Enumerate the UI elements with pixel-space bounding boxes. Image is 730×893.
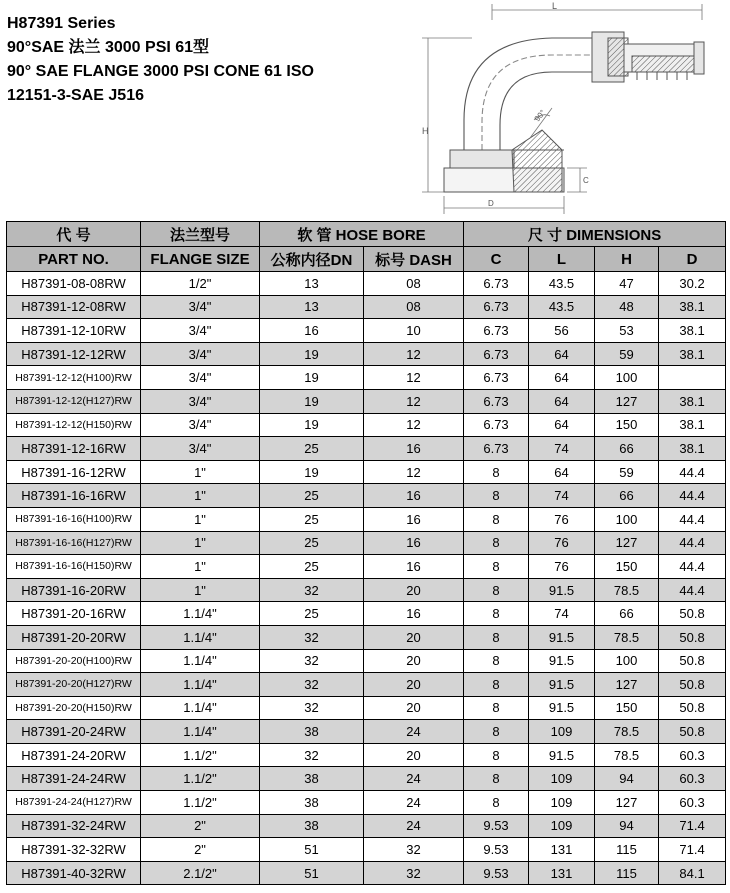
en-title-line-1: 90° SAE FLANGE 3000 PSI CONE 61 ISO	[7, 63, 314, 80]
table-row	[7, 649, 726, 673]
cell-c: 6.73	[464, 342, 529, 366]
cell-d: 44.4	[659, 460, 726, 484]
cell-flange: 3/4"	[141, 413, 260, 437]
cell-dash: 20	[364, 673, 464, 697]
cell-flange: 1"	[141, 460, 260, 484]
cell-h: 100	[595, 649, 659, 673]
cell-pn: H87391-12-12(H127)RW	[7, 389, 141, 413]
cell-d: 44.4	[659, 531, 726, 555]
table-row	[7, 578, 726, 602]
cell-d: 44.4	[659, 578, 726, 602]
elbow-body	[464, 38, 592, 150]
cell-c: 8	[464, 484, 529, 508]
cell-c: 8	[464, 720, 529, 744]
cell-l: 131	[529, 861, 595, 885]
cell-dn: 19	[260, 389, 364, 413]
table-row	[7, 814, 726, 838]
flange	[444, 130, 564, 192]
cell-dn: 16	[260, 319, 364, 343]
cell-dn: 19	[260, 342, 364, 366]
cell-dash: 16	[364, 437, 464, 461]
cell-c: 8	[464, 791, 529, 815]
header-part-cn: 代 号	[7, 222, 141, 247]
cell-c: 6.73	[464, 295, 529, 319]
cell-d: 44.4	[659, 484, 726, 508]
cell-dn: 38	[260, 767, 364, 791]
cell-dash: 16	[364, 555, 464, 579]
cell-h: 78.5	[595, 625, 659, 649]
cell-dn: 25	[260, 484, 364, 508]
cell-c: 9.53	[464, 838, 529, 862]
cell-flange: 1.1/2"	[141, 767, 260, 791]
cell-pn: H87391-40-32RW	[7, 861, 141, 885]
cell-c: 6.73	[464, 319, 529, 343]
cell-pn: H87391-20-16RW	[7, 602, 141, 626]
header-row-2	[7, 247, 726, 272]
cell-h: 127	[595, 673, 659, 697]
cell-dash: 16	[364, 602, 464, 626]
cell-dn: 38	[260, 791, 364, 815]
table-row	[7, 625, 726, 649]
cell-c: 9.53	[464, 861, 529, 885]
cell-d: 38.1	[659, 319, 726, 343]
cell-flange: 3/4"	[141, 366, 260, 390]
header-flange-cn: 法兰型号	[141, 222, 260, 247]
table-row	[7, 767, 726, 791]
cell-dash: 12	[364, 460, 464, 484]
cell-pn: H87391-32-32RW	[7, 838, 141, 862]
cell-c: 8	[464, 602, 529, 626]
cell-pn: H87391-16-20RW	[7, 578, 141, 602]
table-row	[7, 861, 726, 885]
cell-pn: H87391-16-16RW	[7, 484, 141, 508]
cell-c: 6.73	[464, 389, 529, 413]
cell-d: 44.4	[659, 555, 726, 579]
series-title: H87391 Series	[7, 15, 116, 32]
cell-c: 8	[464, 673, 529, 697]
table-row	[7, 319, 726, 343]
cell-h: 127	[595, 389, 659, 413]
table-row	[7, 460, 726, 484]
cell-pn: H87391-20-20(H100)RW	[7, 649, 141, 673]
cell-flange: 1"	[141, 507, 260, 531]
cell-dn: 38	[260, 720, 364, 744]
cell-flange: 3/4"	[141, 389, 260, 413]
cell-l: 91.5	[529, 578, 595, 602]
table-row	[7, 555, 726, 579]
cell-dash: 20	[364, 696, 464, 720]
cell-h: 59	[595, 460, 659, 484]
cell-d: 60.3	[659, 767, 726, 791]
cell-flange: 3/4"	[141, 437, 260, 461]
cell-flange: 1.1/4"	[141, 649, 260, 673]
cell-flange: 1"	[141, 578, 260, 602]
cell-c: 8	[464, 531, 529, 555]
header-hose-bore: 软 管 HOSE BORE	[260, 222, 464, 247]
header-d: D	[659, 247, 726, 272]
cell-dash: 20	[364, 625, 464, 649]
cell-l: 64	[529, 342, 595, 366]
cell-dn: 25	[260, 555, 364, 579]
cell-dn: 19	[260, 366, 364, 390]
cell-flange: 2"	[141, 814, 260, 838]
cell-c: 9.53	[464, 814, 529, 838]
cell-dn: 25	[260, 602, 364, 626]
cell-c: 6.73	[464, 366, 529, 390]
cell-pn: H87391-12-12RW	[7, 342, 141, 366]
cell-dn: 19	[260, 413, 364, 437]
cell-l: 91.5	[529, 696, 595, 720]
cell-l: 91.5	[529, 673, 595, 697]
cell-l: 64	[529, 389, 595, 413]
title-block	[7, 12, 314, 108]
cell-dn: 32	[260, 578, 364, 602]
label-angle: 90°	[532, 108, 548, 124]
cell-flange: 1.1/4"	[141, 602, 260, 626]
cell-flange: 1.1/4"	[141, 720, 260, 744]
cell-d: 38.1	[659, 295, 726, 319]
cell-pn: H87391-20-24RW	[7, 720, 141, 744]
cell-flange: 2.1/2"	[141, 861, 260, 885]
table-row	[7, 389, 726, 413]
cell-dash: 24	[364, 791, 464, 815]
cell-flange: 1.1/4"	[141, 696, 260, 720]
cell-h: 100	[595, 366, 659, 390]
cell-c: 8	[464, 578, 529, 602]
cell-l: 109	[529, 814, 595, 838]
cell-d: 60.3	[659, 791, 726, 815]
cell-h: 127	[595, 531, 659, 555]
cell-c: 6.73	[464, 272, 529, 296]
cell-h: 78.5	[595, 743, 659, 767]
cell-dash: 16	[364, 531, 464, 555]
cell-c: 8	[464, 625, 529, 649]
dimension-l	[492, 4, 702, 20]
cell-d: 50.8	[659, 649, 726, 673]
cell-h: 78.5	[595, 578, 659, 602]
cell-l: 91.5	[529, 743, 595, 767]
cell-pn: H87391-16-16(H127)RW	[7, 531, 141, 555]
cell-dn: 51	[260, 861, 364, 885]
cell-d: 71.4	[659, 838, 726, 862]
header-row-1	[7, 222, 726, 247]
cell-dash: 12	[364, 413, 464, 437]
cell-l: 109	[529, 767, 595, 791]
table-row	[7, 720, 726, 744]
header-c: C	[464, 247, 529, 272]
cell-c: 8	[464, 743, 529, 767]
cell-dash: 12	[364, 342, 464, 366]
cell-l: 76	[529, 531, 595, 555]
table-row	[7, 696, 726, 720]
cell-d: 44.4	[659, 507, 726, 531]
table-row	[7, 437, 726, 461]
cell-h: 66	[595, 484, 659, 508]
cell-dn: 13	[260, 295, 364, 319]
cell-l: 109	[529, 791, 595, 815]
cell-pn: H87391-16-16(H100)RW	[7, 507, 141, 531]
table-row	[7, 272, 726, 296]
cell-l: 91.5	[529, 649, 595, 673]
cell-dash: 16	[364, 507, 464, 531]
cell-d: 84.1	[659, 861, 726, 885]
en-title-line-2: 12151-3-SAE J516	[7, 87, 144, 104]
cell-h: 48	[595, 295, 659, 319]
cell-d: 50.8	[659, 720, 726, 744]
cell-dash: 20	[364, 578, 464, 602]
cell-dn: 25	[260, 437, 364, 461]
cell-h: 47	[595, 272, 659, 296]
cell-d: 50.8	[659, 696, 726, 720]
cell-h: 94	[595, 814, 659, 838]
cell-flange: 2"	[141, 838, 260, 862]
cell-dash: 08	[364, 295, 464, 319]
cell-dash: 24	[364, 767, 464, 791]
cell-l: 64	[529, 366, 595, 390]
cell-h: 78.5	[595, 720, 659, 744]
cell-l: 43.5	[529, 272, 595, 296]
cell-d: 30.2	[659, 272, 726, 296]
cell-d: 60.3	[659, 743, 726, 767]
cell-d: 38.1	[659, 389, 726, 413]
label-c: C	[583, 176, 589, 185]
dimension-d	[444, 196, 564, 214]
spec-table	[6, 221, 726, 885]
cell-flange: 1"	[141, 531, 260, 555]
cell-d	[659, 366, 726, 390]
cell-d: 38.1	[659, 342, 726, 366]
cell-d: 71.4	[659, 814, 726, 838]
header-dash: 标号 DASH	[364, 247, 464, 272]
header-dimensions: 尺 寸 DIMENSIONS	[464, 222, 726, 247]
cell-pn: H87391-16-12RW	[7, 460, 141, 484]
cell-dash: 16	[364, 484, 464, 508]
table-row	[7, 673, 726, 697]
cell-c: 8	[464, 555, 529, 579]
table-row	[7, 366, 726, 390]
header-dn: 公称内径DN	[260, 247, 364, 272]
cell-flange: 1.1/2"	[141, 791, 260, 815]
cell-flange: 3/4"	[141, 319, 260, 343]
table-row	[7, 602, 726, 626]
cell-d: 50.8	[659, 625, 726, 649]
cell-flange: 1.1/4"	[141, 673, 260, 697]
cell-pn: H87391-12-10RW	[7, 319, 141, 343]
cell-l: 74	[529, 437, 595, 461]
cell-h: 66	[595, 437, 659, 461]
cell-dash: 32	[364, 838, 464, 862]
cell-d: 38.1	[659, 413, 726, 437]
cell-l: 56	[529, 319, 595, 343]
cell-dash: 20	[364, 743, 464, 767]
cell-c: 6.73	[464, 413, 529, 437]
cell-dash: 24	[364, 720, 464, 744]
cell-dn: 32	[260, 625, 364, 649]
label-l: L	[552, 1, 558, 11]
cell-c: 8	[464, 767, 529, 791]
cell-dash: 08	[364, 272, 464, 296]
cell-pn: H87391-24-20RW	[7, 743, 141, 767]
header-h: H	[595, 247, 659, 272]
table-row	[7, 413, 726, 437]
cell-dash: 32	[364, 861, 464, 885]
cell-pn: H87391-24-24RW	[7, 767, 141, 791]
cell-pn: H87391-24-24(H127)RW	[7, 791, 141, 815]
cell-dash: 12	[364, 389, 464, 413]
cell-dn: 32	[260, 649, 364, 673]
cell-dn: 32	[260, 743, 364, 767]
cell-c: 8	[464, 696, 529, 720]
header-part-no: PART NO.	[7, 247, 141, 272]
cell-pn: H87391-20-20(H150)RW	[7, 696, 141, 720]
cell-l: 74	[529, 484, 595, 508]
table-row	[7, 507, 726, 531]
cell-l: 43.5	[529, 295, 595, 319]
cell-dn: 25	[260, 507, 364, 531]
cell-dash: 24	[364, 814, 464, 838]
cell-l: 76	[529, 555, 595, 579]
cell-l: 64	[529, 460, 595, 484]
cell-h: 115	[595, 861, 659, 885]
cell-d: 50.8	[659, 673, 726, 697]
cell-dn: 38	[260, 814, 364, 838]
cell-pn: H87391-32-24RW	[7, 814, 141, 838]
cell-dn: 32	[260, 696, 364, 720]
cell-flange: 1"	[141, 555, 260, 579]
cell-dash: 20	[364, 649, 464, 673]
label-d: D	[488, 199, 494, 208]
cell-h: 150	[595, 696, 659, 720]
table-row	[7, 484, 726, 508]
cell-pn: H87391-08-08RW	[7, 272, 141, 296]
cell-h: 53	[595, 319, 659, 343]
cell-l: 91.5	[529, 625, 595, 649]
cell-pn: H87391-12-16RW	[7, 437, 141, 461]
cell-c: 6.73	[464, 437, 529, 461]
cell-h: 150	[595, 413, 659, 437]
cell-h: 100	[595, 507, 659, 531]
cell-dn: 51	[260, 838, 364, 862]
label-h: H	[422, 126, 429, 136]
cell-dn: 19	[260, 460, 364, 484]
table-row	[7, 743, 726, 767]
cell-h: 150	[595, 555, 659, 579]
cell-flange: 1"	[141, 484, 260, 508]
cell-c: 8	[464, 460, 529, 484]
cell-flange: 3/4"	[141, 295, 260, 319]
cell-l: 109	[529, 720, 595, 744]
hose-end	[592, 32, 704, 82]
cell-dash: 10	[364, 319, 464, 343]
cell-pn: H87391-16-16(H150)RW	[7, 555, 141, 579]
cell-flange: 1.1/2"	[141, 743, 260, 767]
cell-c: 8	[464, 649, 529, 673]
cell-dn: 32	[260, 673, 364, 697]
cell-flange: 1.1/4"	[141, 625, 260, 649]
cn-title: 90°SAE 法兰 3000 PSI 61型	[7, 39, 210, 56]
cell-pn: H87391-12-12(H150)RW	[7, 413, 141, 437]
cell-pn: H87391-20-20RW	[7, 625, 141, 649]
cell-h: 94	[595, 767, 659, 791]
cell-l: 131	[529, 838, 595, 862]
cell-dn: 25	[260, 531, 364, 555]
cell-flange: 1/2"	[141, 272, 260, 296]
header-l: L	[529, 247, 595, 272]
cell-h: 115	[595, 838, 659, 862]
cell-h: 127	[595, 791, 659, 815]
cell-l: 64	[529, 413, 595, 437]
cell-l: 74	[529, 602, 595, 626]
cell-c: 8	[464, 507, 529, 531]
table-row	[7, 838, 726, 862]
fitting-drawing	[412, 0, 730, 218]
cell-d: 50.8	[659, 602, 726, 626]
header-flange-size: FLANGE SIZE	[141, 247, 260, 272]
cell-pn: H87391-20-20(H127)RW	[7, 673, 141, 697]
cell-h: 66	[595, 602, 659, 626]
cell-l: 76	[529, 507, 595, 531]
cell-dash: 12	[364, 366, 464, 390]
table-row	[7, 342, 726, 366]
table-row	[7, 295, 726, 319]
cell-pn: H87391-12-12(H100)RW	[7, 366, 141, 390]
cell-h: 59	[595, 342, 659, 366]
cell-dn: 13	[260, 272, 364, 296]
table-row	[7, 531, 726, 555]
cell-d: 38.1	[659, 437, 726, 461]
cell-pn: H87391-12-08RW	[7, 295, 141, 319]
cell-flange: 3/4"	[141, 342, 260, 366]
table-row	[7, 791, 726, 815]
